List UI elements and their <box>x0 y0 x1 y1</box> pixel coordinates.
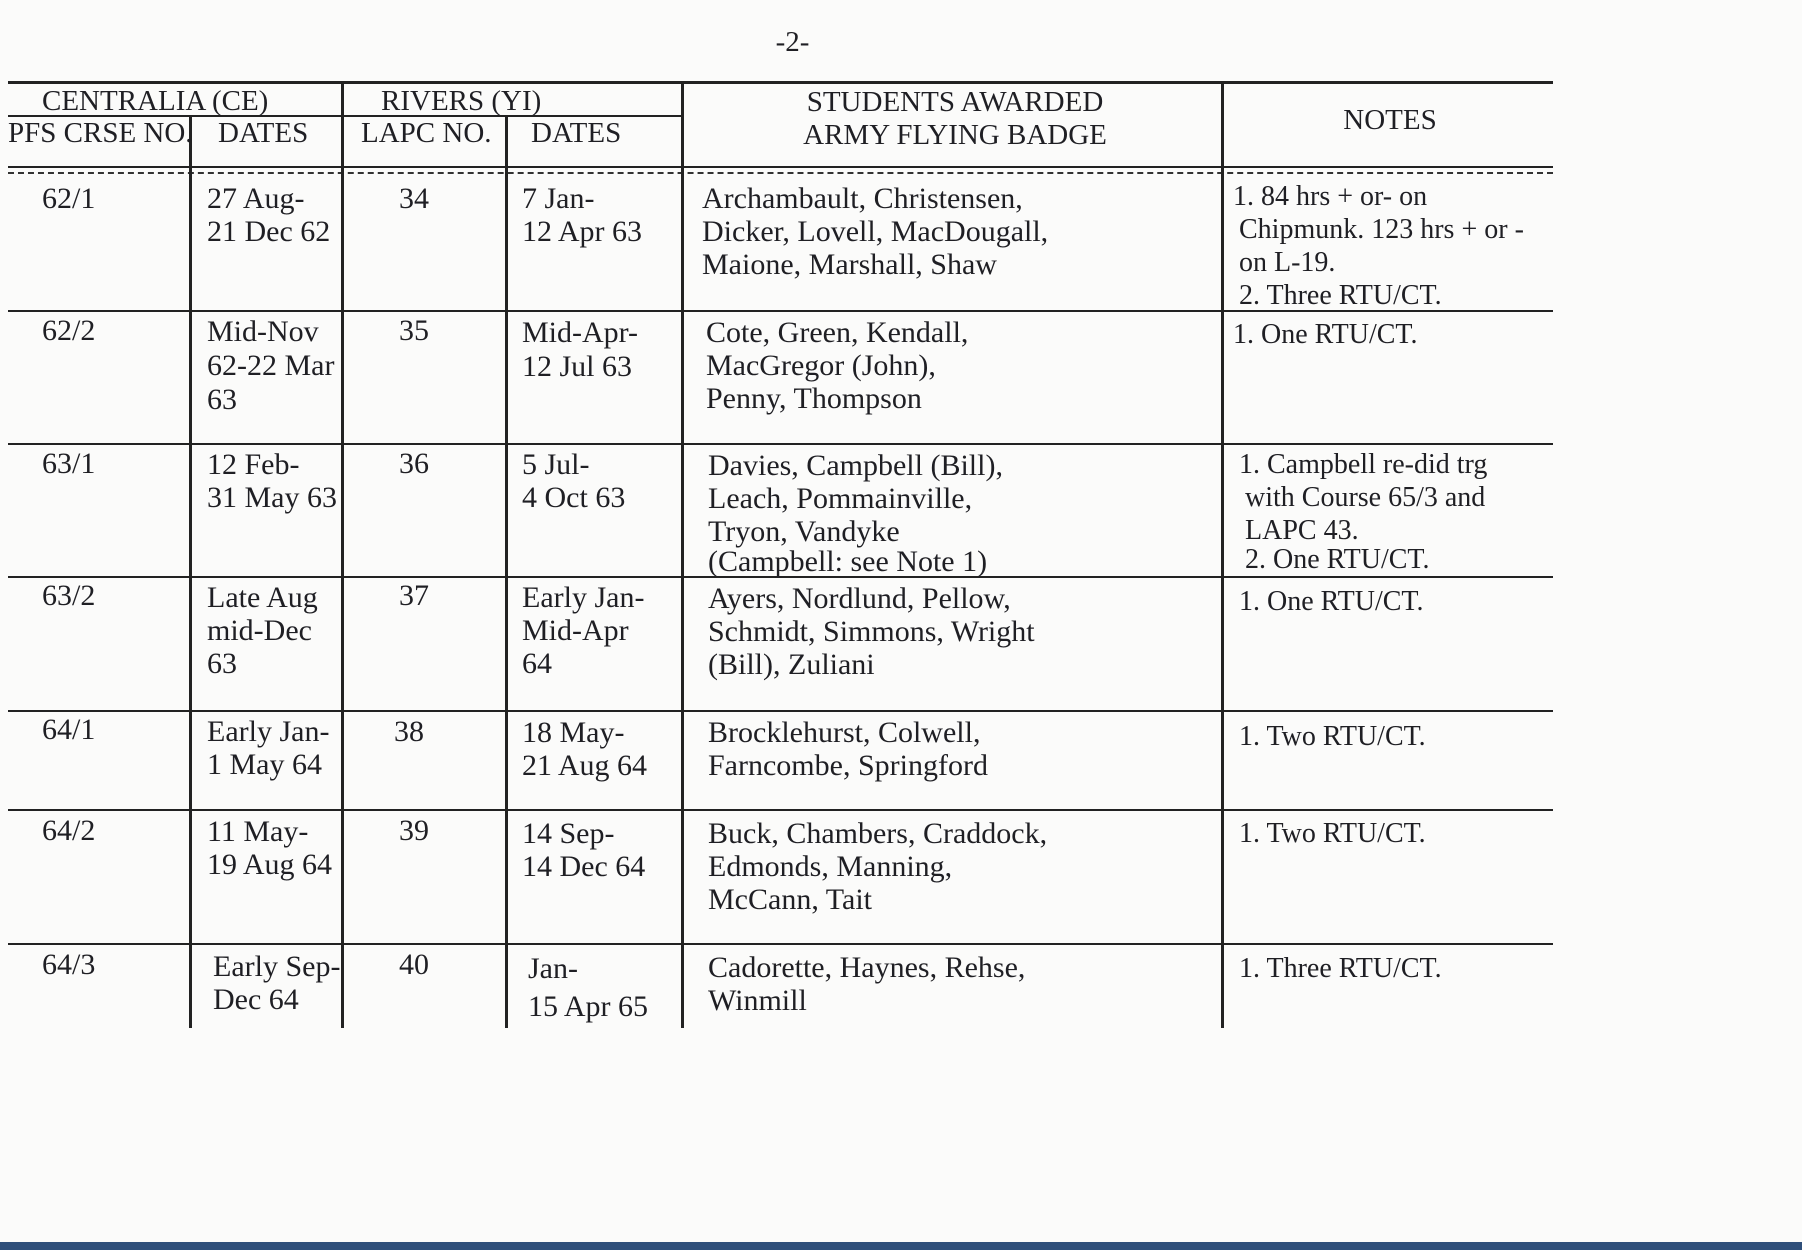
student-line: Farncombe, Springford <box>708 749 988 782</box>
lapc-number: 35 <box>399 314 429 347</box>
yi-dates <box>522 180 642 251</box>
date-line: Late Aug <box>207 581 318 614</box>
page-number: -2- <box>775 26 810 58</box>
student-line: Archambault, Christensen, <box>702 182 1023 215</box>
students-list <box>708 580 1035 684</box>
student-line: Cadorette, Haynes, Rehse, <box>708 951 1026 984</box>
date-line: Early Sep- <box>213 950 341 983</box>
students-list <box>706 314 968 418</box>
note-line: Chipmunk. 123 hrs + or - <box>1239 214 1524 245</box>
pfs-course-number: 62/1 <box>42 182 96 215</box>
notes <box>1239 817 1426 850</box>
date-line: 18 May- <box>522 716 625 749</box>
date-line: 11 May- <box>207 815 309 848</box>
row-divider-6 <box>8 943 1553 945</box>
note-line: 2. Three RTU/CT. <box>1239 280 1442 311</box>
date-line: 64 <box>522 647 552 680</box>
date-line: 14 Sep- <box>522 817 615 850</box>
students-list <box>702 180 1048 284</box>
date-line: 21 Aug 64 <box>522 749 648 782</box>
date-line: Mid-Nov <box>207 315 319 348</box>
date-line: 15 Apr 65 <box>528 990 648 1023</box>
column-divider-4 <box>681 82 684 1028</box>
student-line: Tryon, Vandyke <box>708 515 900 548</box>
notes <box>1239 448 1487 576</box>
scan-edge-border <box>0 1242 1802 1250</box>
ce-dates <box>207 446 337 517</box>
date-line: Early Jan- <box>522 581 645 614</box>
header-dashed-rule <box>8 172 1553 174</box>
note-line: 1. Campbell re-did trg <box>1239 449 1488 480</box>
notes <box>1233 180 1524 312</box>
student-line: Maione, Marshall, Shaw <box>702 248 997 281</box>
yi-dates <box>522 815 645 886</box>
date-line: 62-22 Mar <box>207 349 335 382</box>
date-line: 31 May 63 <box>207 481 337 514</box>
ce-dates <box>207 713 329 784</box>
students-header-line-2: ARMY FLYING BADGE <box>803 119 1107 151</box>
student-line: Leach, Pommainville, <box>708 482 973 515</box>
date-line: 7 Jan- <box>522 182 595 215</box>
notes <box>1239 585 1423 618</box>
date-line: 21 Dec 62 <box>207 215 331 248</box>
student-line: Penny, Thompson <box>706 382 922 415</box>
lapc-number: 37 <box>399 579 429 612</box>
ce-dates <box>207 180 330 251</box>
subheader-rule <box>8 166 1553 168</box>
student-line: Schmidt, Simmons, Wright <box>708 615 1035 648</box>
date-line: 63 <box>207 383 237 416</box>
subheader-lapc-no: LAPC NO. <box>361 117 492 149</box>
student-line: Dicker, Lovell, MacDougall, <box>702 215 1049 248</box>
yi-dates <box>528 950 648 1026</box>
student-line: Ayers, Nordlund, Pellow, <box>708 582 1011 615</box>
student-line: Brocklehurst, Colwell, <box>708 716 981 749</box>
pfs-course-number: 63/1 <box>42 447 96 480</box>
date-line: 12 Apr 63 <box>522 215 642 248</box>
students-list <box>708 815 1047 919</box>
note-line: LAPC 43. <box>1245 515 1359 546</box>
student-line: MacGregor (John), <box>706 349 936 382</box>
student-line: McCann, Tait <box>708 883 872 916</box>
row-divider-4 <box>8 710 1553 712</box>
group-header-students <box>690 84 1220 154</box>
student-line: Cote, Green, Kendall, <box>706 316 969 349</box>
column-divider-2 <box>341 82 344 1028</box>
date-line: 1 May 64 <box>207 748 322 781</box>
subheader-ce-dates: DATES <box>218 117 309 149</box>
pfs-course-number: 64/3 <box>42 948 96 981</box>
date-line: 63 <box>207 647 237 680</box>
ce-dates <box>213 948 340 1019</box>
yi-dates <box>522 579 644 683</box>
column-divider-5 <box>1221 82 1224 1028</box>
row-divider-5 <box>8 809 1553 811</box>
date-line: 14 Dec 64 <box>522 850 646 883</box>
student-line: Buck, Chambers, Craddock, <box>708 817 1048 850</box>
students-list <box>708 447 1003 581</box>
note-line: 1. One RTU/CT. <box>1239 586 1424 617</box>
group-header-centralia: CENTRALIA (CE) <box>42 85 269 117</box>
date-line: 5 Jul- <box>522 448 590 481</box>
student-line: Edmonds, Manning, <box>708 850 953 883</box>
lapc-number: 34 <box>399 182 429 215</box>
subheader-yi-dates: DATES <box>531 117 622 149</box>
students-header-line-1: STUDENTS AWARDED <box>806 86 1104 118</box>
pfs-course-number: 64/1 <box>42 713 96 746</box>
students-list <box>708 949 1025 1020</box>
group-header-notes: NOTES <box>1343 104 1437 136</box>
notes <box>1239 720 1426 753</box>
note-line: 1. Two RTU/CT. <box>1239 721 1426 752</box>
student-line: (Campbell: see Note 1) <box>708 545 988 578</box>
date-line: Mid-Apr <box>522 614 629 647</box>
pfs-course-number: 64/2 <box>42 814 96 847</box>
date-line: Jan- <box>528 952 578 985</box>
date-line: 12 Jul 63 <box>522 350 633 383</box>
lapc-number: 39 <box>399 814 429 847</box>
date-line: Mid-Apr- <box>522 316 639 349</box>
row-divider-2 <box>8 443 1553 445</box>
lapc-number: 36 <box>399 447 429 480</box>
column-divider-1 <box>189 116 192 1028</box>
date-line: mid-Dec <box>207 614 312 647</box>
ce-dates <box>207 579 318 683</box>
date-line: 19 Aug 64 <box>207 848 333 881</box>
ce-dates <box>207 313 334 419</box>
date-line: 4 Oct 63 <box>522 481 626 514</box>
note-line: 1. Two RTU/CT. <box>1239 818 1426 849</box>
date-line: Early Jan- <box>207 715 330 748</box>
ce-dates <box>207 813 332 884</box>
lapc-number: 40 <box>399 948 429 981</box>
note-line: 1. Three RTU/CT. <box>1239 953 1442 984</box>
student-line: Winmill <box>708 984 807 1017</box>
column-divider-3 <box>505 116 508 1028</box>
lapc-number: 38 <box>394 715 424 748</box>
date-line: Dec 64 <box>213 983 299 1016</box>
group-header-rivers: RIVERS (YI) <box>381 85 542 117</box>
note-line: with Course 65/3 and <box>1245 482 1486 513</box>
note-line: on L-19. <box>1239 247 1336 278</box>
student-line: Davies, Campbell (Bill), <box>708 449 1003 482</box>
date-line: 27 Aug- <box>207 182 305 215</box>
note-line: 2. One RTU/CT. <box>1245 544 1430 575</box>
notes <box>1239 952 1442 985</box>
notes <box>1233 318 1417 351</box>
note-line: 1. 84 hrs + or- on <box>1233 181 1428 212</box>
yi-dates <box>522 714 647 785</box>
pfs-course-number: 63/2 <box>42 579 96 612</box>
student-line: (Bill), Zuliani <box>708 648 875 681</box>
date-line: 12 Feb- <box>207 448 300 481</box>
note-line: 1. One RTU/CT. <box>1233 319 1418 350</box>
students-list <box>708 714 988 785</box>
subheader-pfs-crse-no: PFS CRSE NO. <box>8 117 193 149</box>
pfs-course-number: 62/2 <box>42 314 96 347</box>
yi-dates <box>522 446 625 517</box>
yi-dates <box>522 314 638 386</box>
